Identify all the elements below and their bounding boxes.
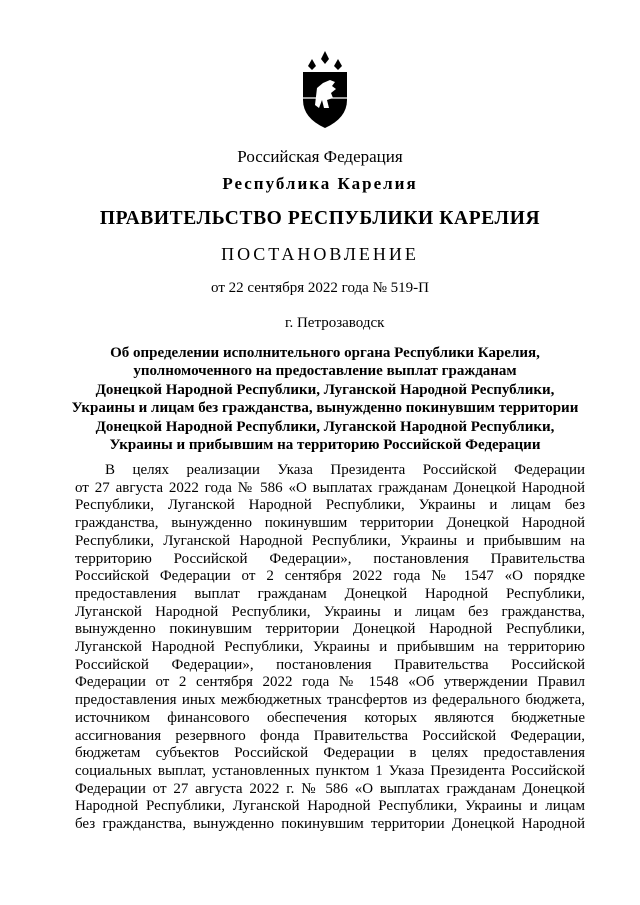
subject-line: Донецкой Народной Республики, Луганской Народной Республики, (95, 418, 555, 435)
body-line: Республики, Луганской Народной Республики, Украины и лицам без (75, 497, 585, 514)
body-line: предоставления выплат гражданам Донецкой Народной Республики, (75, 585, 585, 602)
body-line: Федерации от 27 августа 2022 г. № 586 «О выплатах гражданам Донецкой (75, 780, 585, 797)
subject-line: Украины и прибывшим на территорию Российской Федерации (109, 437, 541, 454)
republic-name: Республика Карелия (222, 174, 418, 193)
subject-line: Донецкой Народной Республики, Луганской Народной Республики, (95, 381, 555, 398)
subject-line: уполномоченного на предоставление выплат гражданам (133, 363, 517, 380)
body-line: Республики, Луганской Народной Республики, Украины и прибывшим на (75, 532, 585, 549)
body-line: социальных выплат, установленных пунктом 1 Указа Президента Российской (75, 762, 585, 779)
government-title: ПРАВИТЕЛЬСТВО РЕСПУБЛИКИ КАРЕЛИЯ (99, 208, 541, 229)
body-line: источником финансового обеспечения которых являются бюджетные (75, 709, 585, 726)
body-line: от 27 августа 2022 года № 586 «О выплатах гражданам Донецкой Народной (75, 479, 585, 496)
body-line: Российской Федерации от 2 сентября 2022 года № 1547 «О порядке (75, 568, 585, 585)
body-line: Российской Федерации», постановления Правительства Российской (75, 656, 585, 673)
subject-title (60, 344, 590, 454)
body-line: В целях реализации Указа Президента Российской Федерации (105, 462, 585, 478)
body-line: Луганской Народной Республики, Украины и лицам без гражданства, (75, 603, 585, 620)
subject-line: Украины и лицам без гражданства, вынужденно покинувшим территории (71, 400, 579, 417)
body-line: Луганской Народной Республики, Украины и прибывшим на территорию (75, 639, 585, 656)
city: г. Петрозаводск (285, 315, 385, 331)
body-line: территорию Российской Федерации», постановления Правительства (75, 550, 585, 567)
body-line: гражданства, вынужденно покинувшим территории Донецкой Народной (75, 515, 585, 532)
body-line: предоставления иных межбюджетных трансфертов из федерального бюджета, (75, 692, 585, 709)
document-type: ПОСТАНОВЛЕНИЕ (221, 244, 419, 264)
body-line: бюджетам субъектов Российской Федерации в целях предоставления (75, 745, 585, 762)
body-line: Народной Республики, Луганской Народной Республики, Украины и лицам (75, 798, 585, 815)
body-line: ассигнования резервного фонда Правительства Российской Федерации, (75, 727, 585, 744)
country-name: Российская Федерация (237, 147, 403, 166)
body-line: без гражданства, вынужденно покинувшим территории Донецкой Народной (75, 816, 585, 833)
body-paragraph (75, 462, 585, 834)
body-line: вынужденно покинувшим территории Донецкой Народной Республики, (75, 621, 585, 638)
subject-line: Об определении исполнительного органа Республики Карелия, (110, 345, 540, 361)
coat-of-arms-emblem (295, 50, 355, 130)
body-line: Федерации от 2 сентября 2022 года № 1548 «Об утверждении Правил (75, 674, 585, 691)
date-number: от 22 сентября 2022 года № 519-П (211, 280, 429, 296)
